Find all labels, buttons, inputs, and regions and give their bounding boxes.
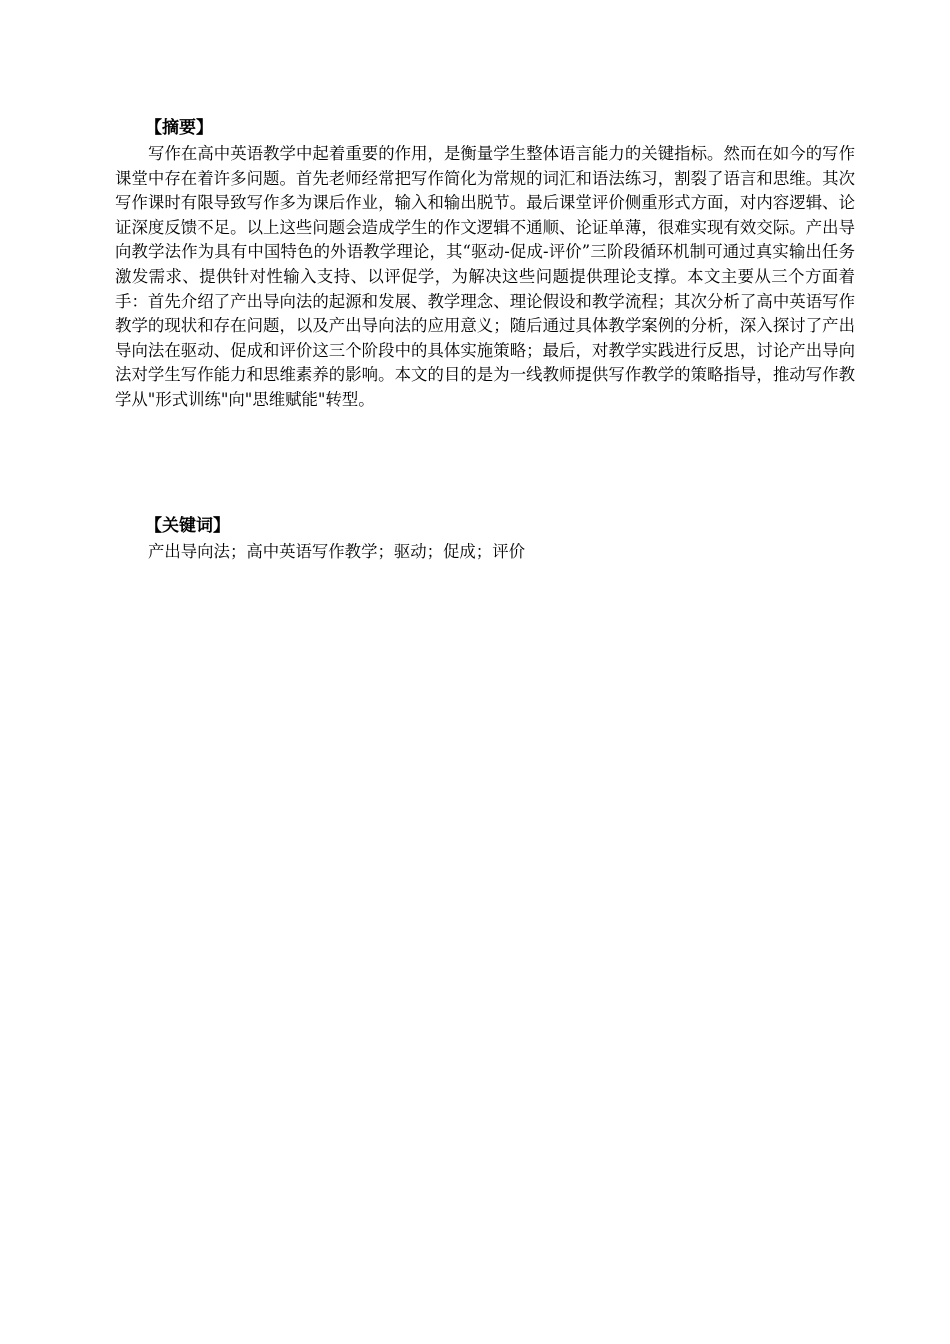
abstract-heading: 【摘要】	[145, 118, 213, 138]
keywords-body: 产出导向法；高中英语写作教学；驱动；促成；评价	[148, 542, 525, 561]
abstract-section	[115, 116, 855, 413]
keywords-section	[115, 514, 855, 565]
keywords-heading: 【关键词】	[145, 516, 230, 536]
abstract-body: 写作在高中英语教学中起着重要的作用，是衡量学生整体语言能力的关键指标。然而在如今的写作课堂中存在着许多问题。首先老师经常把写作简化为常规的词汇和语法练习，割裂了语言和思维。其次写作课时有限导致写作多为课后作业，输入和输出脱节。最后课堂评价侧重形式方面，对内容逻辑、论证深度反馈不足。以上这些问题会造成学生的作文逻辑不通顺、论证单薄，很难实现有效交际。产出导向教学法作为具有中国特色的外语教学理论，其“驱动-促成-评价”三阶段循环机制可通过真实输出任务激发需求、提供针对性输入支持、以评促学，为解决这些问题提供理论支撑。本文主要从三个方面着手：首先介绍了产出导向法的起源和发展、教学理念、理论假设和教学流程；其次分析了高中英语写作教学的现状和存在问题，以及产出导向法的应用意义；随后通过具体教学案例的分析，深入探讨了产出导向法在驱动、促成和评价这三个阶段中的具体实施策略；最后，对教学实践进行反思，讨论产出导向法对学生写作能力和思维素养的影响。本文的目的是为一线教师提供写作教学的策略指导，推动写作教学从"形式训练"向"思维赋能"转型。	[115, 144, 855, 409]
